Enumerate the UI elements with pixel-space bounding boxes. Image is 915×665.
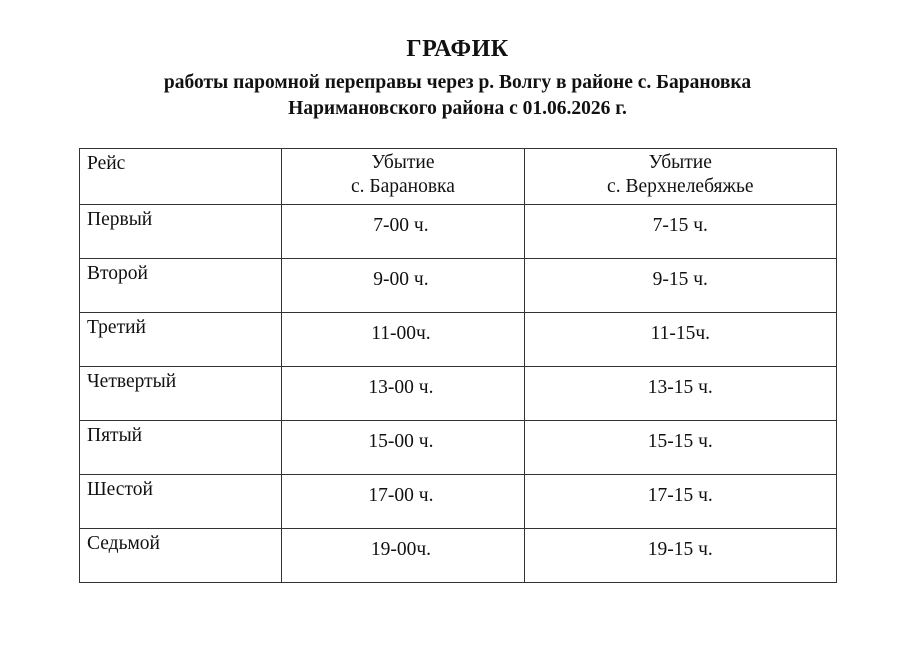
departure-verkhnelebyazhye-time: 7-15 ч. xyxy=(652,215,708,236)
header-departure-verkhnelebyazhye-line2: с. Верхнелебяжье xyxy=(607,176,754,197)
table-row xyxy=(80,475,837,529)
trip-name: Второй xyxy=(87,263,148,284)
departure-verkhnelebyazhye-time: 13-15 ч. xyxy=(647,377,713,398)
departure-verkhnelebyazhye-time: 19-15 ч. xyxy=(647,539,713,560)
header-departure-baranovka-line1: Убытие xyxy=(371,152,435,173)
trip-name: Четвертый xyxy=(87,371,177,392)
table-row xyxy=(80,421,837,475)
table-row xyxy=(80,205,837,259)
departure-verkhnelebyazhye-time: 11-15ч. xyxy=(650,323,711,344)
header-departure-verkhnelebyazhye xyxy=(524,149,836,205)
departure-baranovka-time: 7-00 ч. xyxy=(373,215,429,236)
document-subtitle-line2: Наримановского района с 01.06.2026 г. xyxy=(288,98,627,119)
departure-baranovka-time: 9-00 ч. xyxy=(373,269,429,290)
trip-name: Шестой xyxy=(87,479,153,500)
schedule-table xyxy=(79,148,837,583)
table-row xyxy=(80,367,837,421)
header-trip xyxy=(80,149,282,205)
trip-name: Первый xyxy=(87,209,153,230)
trip-name: Пятый xyxy=(87,425,143,446)
trip-name: Седьмой xyxy=(87,533,160,554)
departure-baranovka-time: 15-00 ч. xyxy=(368,431,434,452)
document-title: ГРАФИК xyxy=(406,36,509,62)
departure-verkhnelebyazhye-time: 9-15 ч. xyxy=(652,269,708,290)
header-departure-baranovka-line2: с. Барановка xyxy=(350,176,455,197)
departure-baranovka-time: 17-00 ч. xyxy=(368,485,434,506)
header-trip-label: Рейс xyxy=(87,153,126,174)
table-header-row xyxy=(80,149,837,205)
table-row xyxy=(80,529,837,583)
document-subtitle-line1: работы паромной переправы через р. Волгу в районе с. Барановка xyxy=(163,72,752,93)
departure-baranovka-time: 19-00ч. xyxy=(370,539,432,560)
departure-verkhnelebyazhye-time: 15-15 ч. xyxy=(647,431,713,452)
trip-name: Третий xyxy=(87,317,146,338)
departure-baranovka-time: 11-00ч. xyxy=(371,323,431,344)
header-departure-verkhnelebyazhye-line1: Убытие xyxy=(648,152,712,173)
departure-verkhnelebyazhye-time: 17-15 ч. xyxy=(647,485,713,506)
table-row xyxy=(80,259,837,313)
departure-baranovka-time: 13-00 ч. xyxy=(368,377,434,398)
table-row xyxy=(80,313,837,367)
header-departure-baranovka xyxy=(282,149,524,205)
